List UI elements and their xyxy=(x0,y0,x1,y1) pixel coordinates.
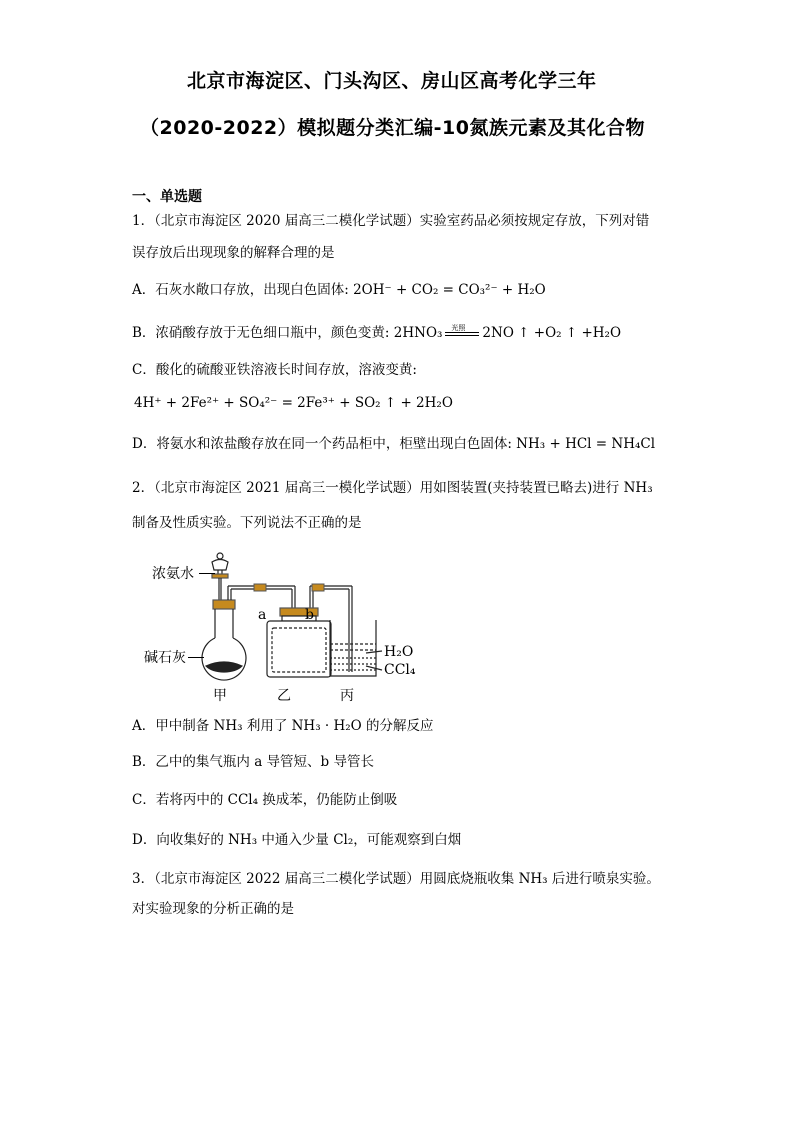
q1-option-b-arrow xyxy=(445,323,479,340)
label-ammonia-leader xyxy=(199,573,215,574)
label-ammonia-water: 浓氨水 xyxy=(152,566,194,582)
label-jia: 甲 xyxy=(213,688,227,704)
doc-title-line2: （2020-2022）模拟题分类汇编-10氮族元素及其化合物 xyxy=(140,117,645,139)
label-soda-lime: 碱石灰 xyxy=(144,650,186,666)
q1-stem-line2: 误存放后出现现象的解释合理的是 xyxy=(132,245,335,261)
q1-option-d-text: D．将氨水和浓盐酸存放在同一个药品柜中，柜壁出现白色固体: xyxy=(132,436,517,452)
q1-option-d-equation: NH₃ + HCl = NH₄Cl xyxy=(516,436,656,452)
beaker-bing xyxy=(330,586,382,676)
bottle-yi xyxy=(267,586,352,677)
q2-option-b: B．乙中的集气瓶内 a 导管短、b 导管长 xyxy=(132,754,374,770)
q2-option-c: C．若将丙中的 CCl₄ 换成苯，仍能防止倒吸 xyxy=(132,792,398,808)
label-yi: 乙 xyxy=(277,688,291,704)
tube-connector-2 xyxy=(312,584,324,591)
label-ccl4: CCl₄ xyxy=(384,662,416,678)
q3-stem-line2: 对实验现象的分析正确的是 xyxy=(132,901,294,917)
tube-connector-1 xyxy=(254,584,266,591)
label-tube-b: b xyxy=(305,607,314,623)
q2-stem-line2: 制备及性质实验。下列说法不正确的是 xyxy=(132,515,362,531)
label-tube-a: a xyxy=(258,607,267,623)
label-soda-lime-leader xyxy=(188,657,204,658)
q1-option-b xyxy=(132,323,621,343)
q1-option-d xyxy=(132,434,655,454)
q1-option-b-condition: 光照 xyxy=(451,323,466,332)
q1-option-a-text: A．石灰水敞口存放，出现白色固体: xyxy=(132,282,354,298)
doc-title-line1: 北京市海淀区、门头沟区、房山区高考化学三年 xyxy=(187,70,597,92)
q1-option-b-eq-right: 2NO ↑ +O₂ ↑ +H₂O xyxy=(482,325,622,341)
q1-option-b-eq-left: 2HNO₃ xyxy=(393,325,443,341)
q1-option-a-equation: 2OH⁻ + CO₂ = CO₃²⁻ + H₂O xyxy=(353,282,546,298)
section-heading: 一、单选题 xyxy=(132,189,202,205)
q2-option-a: A．甲中制备 NH₃ 利用了 NH₃ · H₂O 的分解反应 xyxy=(132,718,434,734)
q1-option-b-text: B．浓硝酸存放于无色细口瓶中，颜色变黄: xyxy=(132,325,394,341)
q3-stem-line1: 3．（北京市海淀区 2022 届高三二模化学试题）用圆底烧瓶收集 NH₃ 后进行喷泉实验。 xyxy=(132,871,660,887)
q1-option-c-text: C．酸化的硫酸亚铁溶液长时间存放，溶液变黄: xyxy=(132,362,417,378)
label-h2o: H₂O xyxy=(384,644,414,660)
label-bing: 丙 xyxy=(340,688,354,704)
q1-stem-line1: 1．（北京市海淀区 2020 届高三二模化学试题）实验室药品必须按规定存放，下列对错 xyxy=(132,213,650,229)
q1-option-a xyxy=(132,280,546,300)
q1-option-c-equation: 4H⁺ + 2Fe²⁺ + SO₄²⁻ = 2Fe³⁺ + SO₂ ↑ + 2H₂O xyxy=(134,395,453,411)
q2-option-d: D．向收集好的 NH₃ 中通入少量 Cl₂，可能观察到白烟 xyxy=(132,832,462,848)
q2-stem-line1: 2．（北京市海淀区 2021 届高三一模化学试题）用如图装置(夹持装置已略去)进行 NH₃ xyxy=(132,480,653,496)
